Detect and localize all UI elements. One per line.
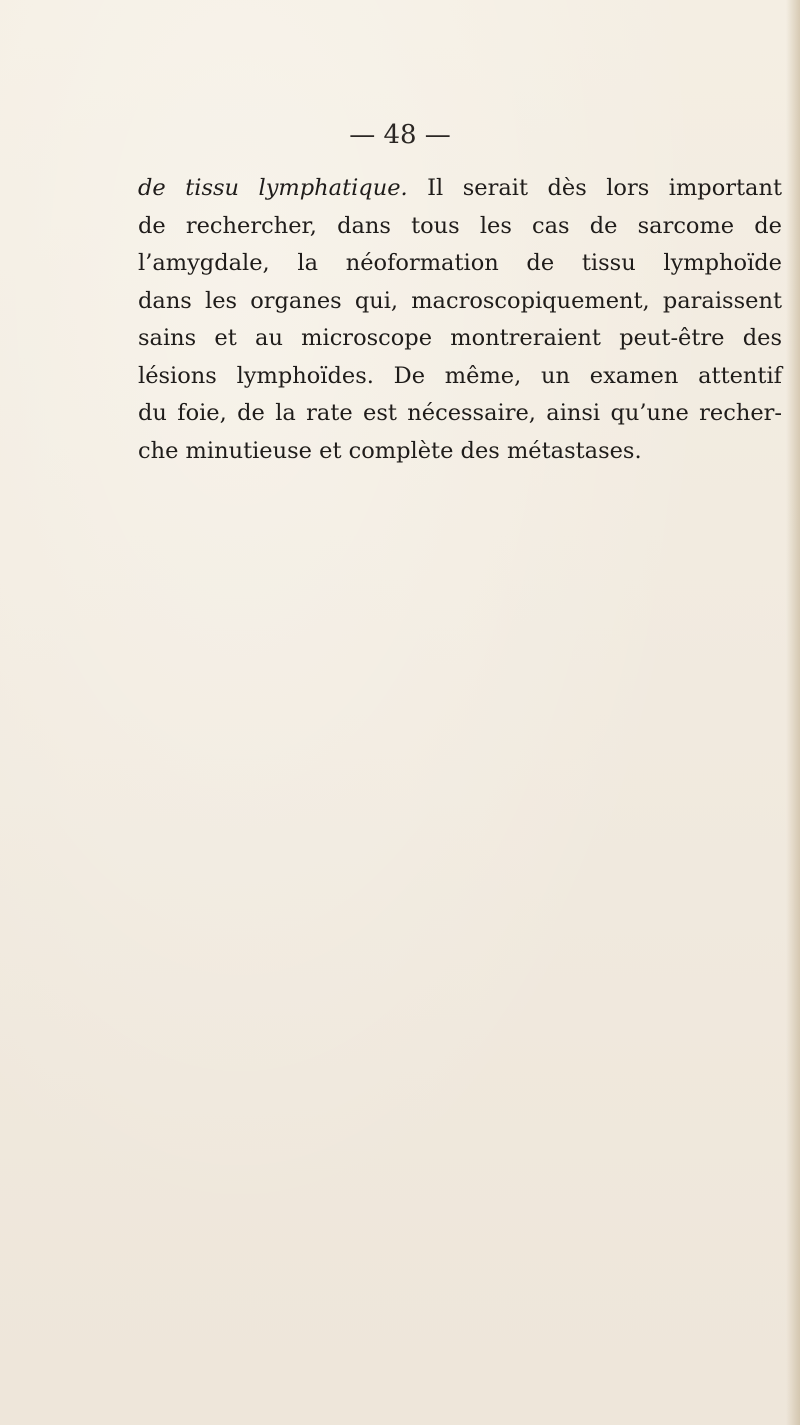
text-line: du foie, de la rate est nécessaire, ainsi qu’une recher- [138, 400, 782, 426]
italic-phrase: de tissu lymphatique. [138, 175, 408, 201]
text-line: l’amygdale, la néoformation de tissu lymphoïde [138, 250, 782, 276]
text-line [138, 170, 782, 208]
text-line: de rechercher, dans tous les cas de sarcome de [138, 212, 782, 239]
text-line: lésions lymphoïdes. De même, un examen attentif [138, 362, 782, 389]
text-line: che minutieuse et complète des métastases. [138, 437, 642, 464]
body-paragraph [138, 170, 782, 470]
page-edge-shadow [786, 0, 800, 1425]
text-line: sains et au microscope montreraient peut-être des [138, 325, 782, 351]
text-line: dans les organes qui, macroscopiquement, paraissent [138, 287, 782, 314]
line-continuation: Il serait dès lors important [407, 175, 782, 201]
page-number: — 48 — [349, 120, 451, 150]
